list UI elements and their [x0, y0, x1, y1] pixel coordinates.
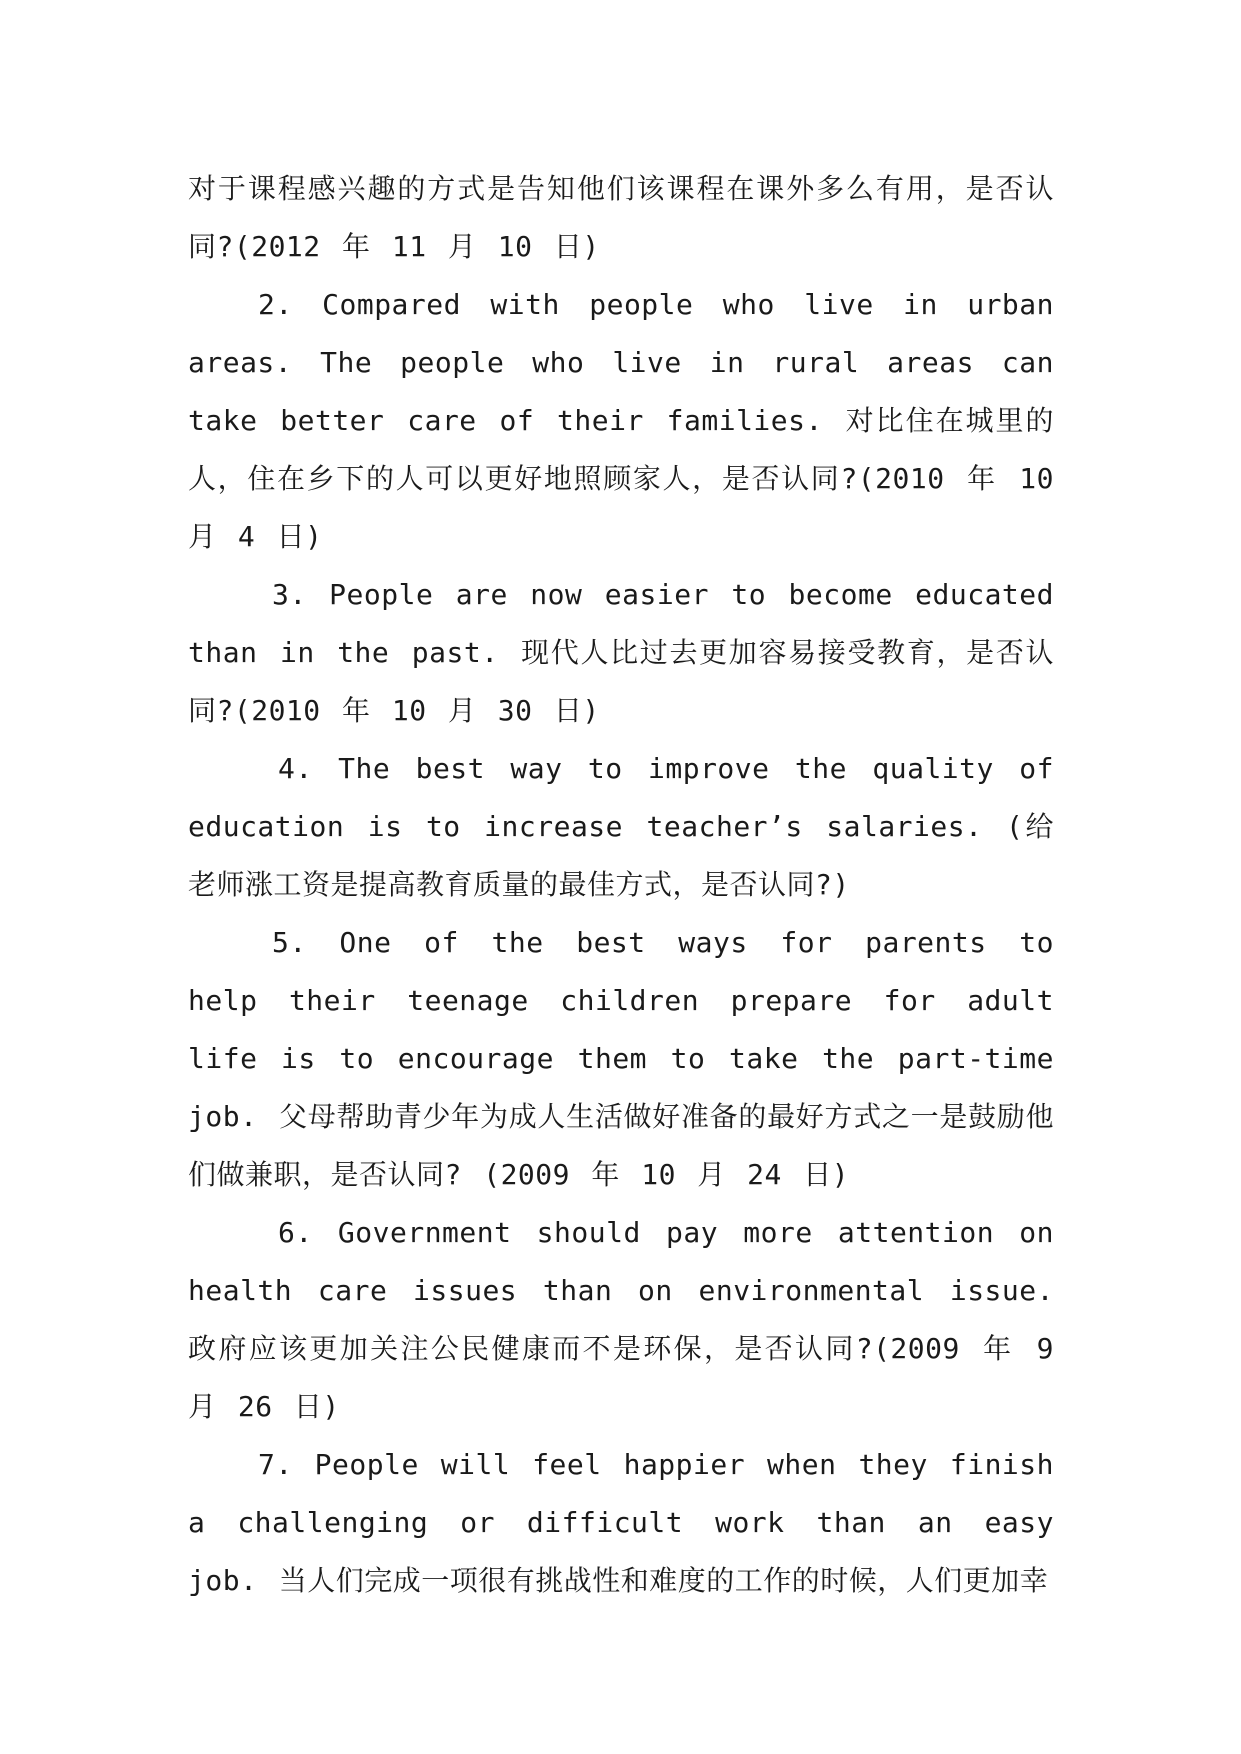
document-page: [188, 160, 1054, 1610]
paragraph-item-6: 6. Government should pay more attention on health care issues than on environmental issue. 政府应该更加关注公民健康而不是环保，是否认同?(2009 年 9 月 26 日): [188, 1216, 1054, 1423]
paragraph-item-3: 3. People are now easier to become educated than in the past. 现代人比过去更加容易接受教育，是否认同?(2010 年 10 月 30 日): [188, 578, 1054, 727]
paragraph-item-5: 5. One of the best ways for parents to help their teenage children prepare for adult life is to encourage them to take the part-time job. 父母帮助青少年为成人生活做好准备的最好方式之一是鼓励他们做兼职，是否认同? (2009 年 10 月 24 日): [188, 926, 1054, 1191]
paragraph-item-2: 2. Compared with people who live in urban areas. The people who live in rural areas can take better care of their families. 对比住在城里的人，住在乡下的人可以更好地照顾家人，是否认同?(2010 年 10 月 4 日): [188, 288, 1054, 553]
paragraph-continued: 对于课程感兴趣的方式是告知他们该课程在课外多么有用，是否认同?(2012 年 11 月 10 日): [188, 172, 1054, 263]
paragraph-item-4: 4. The best way to improve the quality of education is to increase teacher’s salaries. (给老师涨工资是提高教育质量的最佳方式，是否认同?): [188, 752, 1054, 901]
paragraph-item-7: 7. People will feel happier when they finish a challenging or difficult work than an easy job. 当人们完成一项很有挑战性和难度的工作的时候，人们更加幸: [188, 1448, 1054, 1597]
